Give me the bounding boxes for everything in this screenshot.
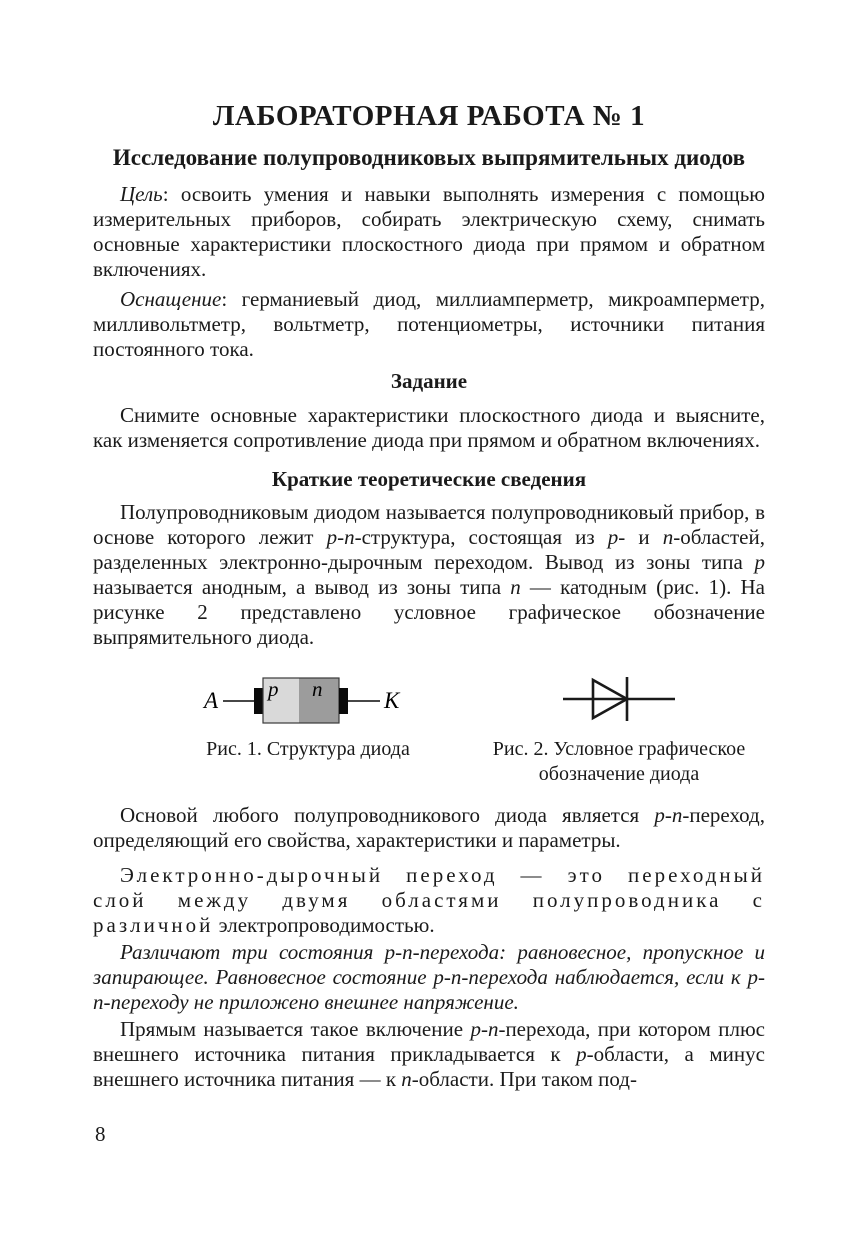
figure2-caption: [493, 737, 745, 787]
paragraph-theory-intro: Полупроводниковым диодом называется полупроводниковый прибор, в основе которого лежит p-n-структура, состоящая из p- и n-областей, разделенных электронно-дырочным переходом. Вывод из зоны типа p называется анодным, а вывод из зоны типа n — катодным (рис. 1). На рисунке 2 представлено условное графическое обозначение выпрямительного диода.: [93, 500, 765, 649]
paragraph-theory-basis: Основой любого полупроводникового диода является p-n-переход, определяющий его свойства, характеристики и параметры.: [93, 803, 765, 852]
page-subtitle: Исследование полупроводниковых выпрямительных диодов: [112, 145, 746, 170]
n-region-label: n: [312, 677, 323, 701]
paragraph-goal: Цель: освоить умения и навыки выполнять измерения с помощью измерительных приборов, собирать электрическую схему, снимать основные характеристики плоскостного диода при прямом и обратном включениях.: [93, 182, 765, 281]
figure1-caption: Рис. 1. Структура диода: [206, 738, 410, 760]
paragraph-theory-states: Различают три состояния p-n-перехода: равновесное, пропускное и запирающее. Равновесное состояние p-n-перехода наблюдается, если к p-n-переходу не приложено внешнее напряжение.: [93, 940, 765, 1014]
paragraph-task: Снимите основные характеристики плоскостного диода и выясните, как изменяется сопротивление диода при прямом и обратном включениях.: [93, 403, 765, 452]
paragraph-theory-spaced: Электронно-дырочный переход — это переходный слой между двумя областями полупроводника с различной электропроводимостью.: [93, 863, 765, 937]
p-region-label: p: [268, 677, 279, 701]
anode-label: А: [204, 688, 219, 713]
figure-diode-structure: [143, 664, 473, 762]
paragraph-theory-forward: Прямым называется такое включение p-n-перехода, при котором плюс внешнего источника питания прикладывается к p-области, а минус внешнего источника питания — к n-области. При таком под-: [93, 1017, 765, 1091]
paragraph-equipment: Оснащение: германиевый диод, миллиамперметр, микроамперметр, милливольтметр, вольтметр, потенциометры, источники питания постоянного тока.: [93, 287, 765, 361]
heading-task: Задание: [390, 369, 468, 393]
cathode-electrode: [339, 688, 348, 714]
figures-row: [93, 664, 765, 787]
diode-symbol-drawing: [563, 664, 675, 734]
cathode-label: К: [384, 688, 400, 713]
figure2-caption-line2: обозначение диода: [538, 763, 700, 785]
text-column: [93, 0, 765, 1092]
page-title: ЛАБОРАТОРНАЯ РАБОТА № 1: [212, 100, 646, 132]
page-number: 8: [95, 1122, 106, 1146]
diode-structure-icon: [202, 667, 414, 731]
heading-theory: Краткие теоретические сведения: [271, 467, 587, 491]
figure-diode-symbol: [473, 664, 765, 787]
anode-electrode: [254, 688, 263, 714]
figure2-caption-line1: Рис. 2. Условное графическое: [492, 738, 746, 760]
diode-symbol-icon: [563, 669, 675, 729]
diode-structure-drawing: [202, 664, 414, 734]
